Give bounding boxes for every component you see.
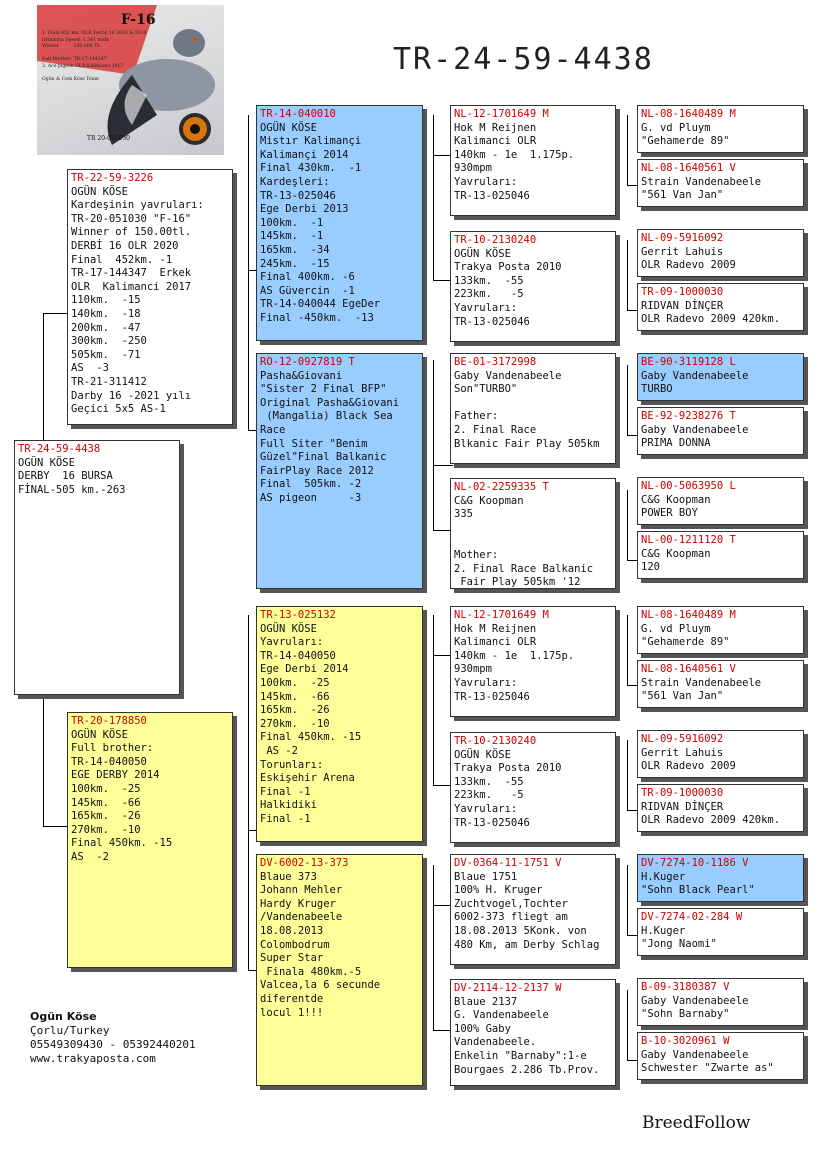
- pedigree-line: Yavruları:: [260, 636, 324, 649]
- pedigree-line: Gerrit Lahuis: [641, 245, 724, 258]
- pedigree-line: Gaby Vandenabeele: [641, 1048, 749, 1061]
- pedigree-line: Final 452km. -1: [71, 253, 173, 266]
- pedigree-line: Final 450km. -15: [260, 731, 362, 744]
- pedigree-line: OLR Kalimanci 2017: [71, 280, 192, 293]
- ring-number: NL-00-1211120 T: [641, 534, 736, 546]
- owner-name: Ogün Köse: [30, 1010, 97, 1023]
- pedigree-line: C&G Koopman: [454, 494, 524, 507]
- pedigree-line: TR-13-025046: [260, 189, 336, 202]
- pedigree-line: Trakya Posta 2010: [454, 762, 562, 775]
- sire-dam-box[interactable]: [256, 353, 423, 589]
- pedigree-line: TR-14-040050: [260, 649, 336, 662]
- pedigree-line: diferentde: [260, 992, 324, 1005]
- connector: [433, 465, 453, 466]
- pedigree-line: 100% Gaby: [454, 1022, 511, 1035]
- pedigree-line: "Sister 2 Final BFP": [260, 383, 387, 396]
- pedigree-line: AS -2: [260, 744, 298, 757]
- connector: [433, 115, 434, 280]
- dam-dam-box[interactable]: [256, 854, 423, 1086]
- photo-heading: F-16: [121, 12, 156, 28]
- pedigree-line: H.Kuger: [641, 870, 686, 883]
- pedigree-line: 930mpm: [454, 162, 492, 175]
- pedigree-line: 100km. -1: [260, 216, 324, 229]
- connector: [43, 826, 68, 827]
- pedigree-line: 133km. -55: [454, 775, 524, 788]
- pedigree-line: 2. Final Race Balkanic: [454, 562, 594, 575]
- pedigree-line: TR-13-025046: [454, 690, 530, 703]
- gen4-box[interactable]: [637, 730, 804, 778]
- pedigree-line: AS Güvercin -1: [260, 284, 355, 297]
- pedigree-line: 245km. -15: [260, 257, 330, 270]
- pedigree-line: Father:: [454, 410, 499, 423]
- ring-number: NL-00-5063950 L: [641, 480, 736, 492]
- pedigree-line: C&G Koopman: [641, 547, 711, 560]
- sire-sire-box[interactable]: [256, 105, 423, 341]
- connector: [627, 240, 628, 310]
- pedigree-line: AS pigeon -3: [260, 491, 362, 504]
- pedigree-line: Final -1: [260, 812, 311, 825]
- pedigree-line: TR-14-040044 EgeDer: [260, 298, 381, 311]
- connector: [248, 615, 249, 970]
- ring-number: NL-08-1640561 V: [641, 663, 736, 675]
- pedigree-line: OGÜN KÖSE: [260, 622, 317, 635]
- pedigree-line: Fair Play 505km '12: [454, 576, 581, 589]
- owner-contact-line: www.trakyaposta.com: [30, 1052, 156, 1065]
- pedigree-line: EGE DERBY 2014: [71, 769, 160, 782]
- ring-number: DV-7274-02-284 W: [641, 911, 743, 923]
- pedigree-line: DERBY 16 BURSA: [18, 470, 113, 483]
- pedigree-line: 140km - 1e 1.175p.: [454, 649, 575, 662]
- pedigree-line: Final 400km. -6: [260, 271, 355, 284]
- pedigree-line: Yavruları:: [454, 802, 518, 815]
- pedigree-line: Eskişehir Arena: [260, 772, 355, 785]
- pedigree-line: "Sohn Barnaby": [641, 1008, 730, 1021]
- pedigree-line: /Vandenabeele: [260, 911, 343, 924]
- brand-logo: BreedFollow: [642, 1113, 751, 1133]
- connector: [627, 615, 628, 685]
- pedigree-line: 133km. -55: [454, 274, 524, 287]
- pedigree-line: RIDVAN DİNÇER: [641, 800, 724, 813]
- photo-line: 1. Final 452 km. OLR Derby 16 2020 & 2018: [42, 31, 147, 36]
- pedigree-line: G. Vandenabeele: [454, 1009, 549, 1022]
- ring-number: NL-09-5916092: [641, 232, 724, 244]
- pedigree-line: Schwester "Zwarte as": [641, 1062, 774, 1075]
- connector: [627, 740, 628, 810]
- pedigree-line: OGÜN KÖSE: [454, 748, 511, 761]
- pedigree-line: Gaby Vandenabeele: [641, 994, 749, 1007]
- pedigree-line: Final -1: [260, 785, 311, 798]
- pedigree-line: TR-20-051030 "F-16": [71, 212, 192, 225]
- gen4-box[interactable]: [637, 407, 804, 455]
- pedigree-line: Halkidiki: [260, 799, 317, 812]
- pedigree-line: TR-17-144347 Erkek: [71, 267, 192, 280]
- gen4-box[interactable]: [637, 606, 804, 654]
- connector: [627, 990, 628, 1060]
- pedigree-line: Blaue 2137: [454, 995, 518, 1008]
- pedigree-line: 300km. -250: [71, 335, 147, 348]
- ring-number: DV-2114-12-2137 W: [454, 982, 562, 994]
- pedigree-line: Blaue 373: [260, 870, 317, 883]
- pedigree-line: Trakya Posta 2010: [454, 261, 562, 274]
- pedigree-line: Hardy Kruger: [260, 897, 336, 910]
- gen4-box[interactable]: [637, 477, 804, 525]
- sds-box[interactable]: [450, 353, 616, 464]
- pedigree-line: H.Kuger: [641, 924, 686, 937]
- pedigree-line: 100% H. Kruger: [454, 884, 543, 897]
- pedigree-line: G. vd Pluym: [641, 622, 711, 635]
- gen4-box[interactable]: [637, 283, 804, 331]
- connector: [248, 115, 249, 430]
- pedigree-line: Blkanic Fair Play 505km: [454, 437, 600, 450]
- pedigree-line: 165km. -34: [260, 243, 330, 256]
- photo-line: Full Brother: TR-17-144347: [42, 57, 107, 62]
- pedigree-line: Gaby Vandenabeele: [454, 369, 562, 382]
- pedigree-line: 145km. -1: [260, 230, 324, 243]
- ring-number: BE-01-3172998: [454, 356, 537, 368]
- ring-number: B-10-3020961 W: [641, 1035, 730, 1047]
- pedigree-line: Son"TURBO": [454, 383, 518, 396]
- ring-number: TR-10-2130240: [454, 234, 537, 246]
- pedigree-line: AS -2: [71, 850, 109, 863]
- pedigree-line: locul 1!!!: [260, 1006, 324, 1019]
- connector: [627, 365, 628, 435]
- dam-sire-box[interactable]: [256, 606, 423, 842]
- pedigree-line: 6002-373 fliegt am: [454, 911, 568, 924]
- photo-line: 3. Ace pigeon OLR Kalimanci 2017: [42, 63, 124, 69]
- pedigree-line: 270km. -10: [260, 717, 330, 730]
- pedigree-line: 145km. -66: [260, 690, 330, 703]
- ring-number: NL-12-1701649 M: [454, 108, 549, 120]
- ring-number: BE-92-9238276 T: [641, 410, 736, 422]
- pedigree-line: OLR Radevo 2009 420km.: [641, 313, 781, 326]
- pedigree-title: TR-24-59-4438: [393, 42, 654, 77]
- pedigree-line: Final -450km. -13: [260, 311, 374, 324]
- pedigree-line: AS -3: [71, 362, 109, 375]
- pedigree-line: Super Star: [260, 952, 324, 965]
- owner-contact-line: Çorlu/Turkey: [30, 1024, 110, 1037]
- pedigree-line: Yavruları:: [454, 676, 518, 689]
- gen4-box[interactable]: [637, 854, 804, 902]
- pedigree-line: Geçici 5x5 AS-1: [71, 403, 166, 416]
- ssd-box[interactable]: [450, 231, 616, 342]
- ring-number: TR-09-1000030: [641, 787, 724, 799]
- ring-number: TR-14-040010: [260, 108, 336, 120]
- pedigree-line: 223km. -5: [454, 288, 524, 301]
- pedigree-line: Full Siter "Benim: [260, 437, 368, 450]
- pedigree-line: TR-13-025046: [454, 816, 530, 829]
- gen4-box[interactable]: [637, 1032, 804, 1080]
- ring-number: NL-02-2259335 T: [454, 481, 549, 493]
- photo-line: Winner 150.000 TL: [42, 44, 101, 49]
- ring-number: TR-24-59-4438: [18, 443, 101, 455]
- pedigree-line: Hok M Reijnen: [454, 622, 537, 635]
- pedigree-line: POWER BOY: [641, 507, 698, 520]
- photo-line: Ortalama Speed: 1.541 m/dk: [42, 37, 110, 43]
- pedigree-line: Mistır Kalimançi: [260, 135, 362, 148]
- dsd-box[interactable]: [450, 732, 616, 843]
- pedigree-line: Zuchtvogel,Tochter: [454, 897, 568, 910]
- pedigree-line: OGÜN KÖSE: [260, 121, 317, 134]
- pedigree-line: Yavruları:: [454, 175, 518, 188]
- pedigree-line: Kalimanci OLR: [454, 135, 537, 148]
- ring-number: TR-10-2130240: [454, 735, 537, 747]
- pedigree-line: "Jong Naomi": [641, 938, 717, 951]
- pedigree-line: "Gehamerde 89": [641, 135, 730, 148]
- ring-number: BE-90-3119128 L: [641, 356, 736, 368]
- pedigree-line: Kardeşinin yavruları:: [71, 199, 204, 212]
- pedigree-line: 165km. -26: [71, 810, 141, 823]
- dss-box[interactable]: [450, 606, 616, 717]
- pedigree-line: Kalimançi 2014: [260, 148, 349, 161]
- ring-number: TR-13-025132: [260, 609, 336, 621]
- gen4-box[interactable]: [637, 159, 804, 207]
- pedigree-line: "561 Van Jan": [641, 189, 724, 202]
- pedigree-line: Winner of 150.00tl.: [71, 226, 192, 239]
- pedigree-line: TURBO: [641, 383, 673, 396]
- ring-number: DV-0364-11-1751 V: [454, 857, 562, 869]
- pedigree-line: TR-14-040050: [71, 755, 147, 768]
- pedigree-line: "Gehamerde 89": [641, 636, 730, 649]
- pedigree-line: Original Pasha&Giovani: [260, 396, 400, 409]
- pedigree-line: Yavruları:: [454, 301, 518, 314]
- ring-number: RO-12-0927819 T: [260, 356, 355, 368]
- connector: [433, 865, 434, 1030]
- sss-box[interactable]: [450, 105, 616, 216]
- ring-number: NL-09-5916092: [641, 733, 724, 745]
- pedigree-line: Vandenabeele.: [454, 1036, 537, 1049]
- pedigree-line: 18.08.2013: [260, 924, 324, 937]
- pedigree-line: Güzel"Final Balkanic: [260, 451, 387, 464]
- ring-number: TR-20-178850: [71, 715, 147, 727]
- pedigree-line: TR-13-025046: [454, 189, 530, 202]
- pedigree-line: Strain Vandenabeele: [641, 175, 762, 188]
- pedigree-line: "Sohn Black Pearl": [641, 884, 755, 897]
- pedigree-line: PRIMA DONNA: [641, 437, 711, 450]
- connector: [433, 360, 434, 530]
- pedigree-line: OGÜN KÖSE: [454, 247, 511, 260]
- pedigree-line: 120: [641, 561, 660, 574]
- ring-number: NL-08-1640561 V: [641, 162, 736, 174]
- pedigree-line: Bourgaes 2.286 Tb.Prov.: [454, 1063, 600, 1076]
- gen4-box[interactable]: [637, 353, 804, 401]
- pedigree-line: TR-21-311412: [71, 375, 147, 388]
- pedigree-line: OGÜN KÖSE: [71, 728, 128, 741]
- pedigree-line: Final 450km. -15: [71, 837, 173, 850]
- pedigree-line: Final 430km. -1: [260, 162, 362, 175]
- gen4-box[interactable]: [637, 229, 804, 277]
- pedigree-line: Strain Vandenabeele: [641, 676, 762, 689]
- pedigree-line: Ege Derbi 2013: [260, 203, 349, 216]
- pedigree-line: [454, 397, 612, 411]
- ring-number: NL-08-1640489 M: [641, 108, 736, 120]
- pigeon-photo-card: [37, 5, 224, 155]
- pedigree-line: Race: [260, 423, 286, 436]
- pedigree-line: [454, 522, 612, 536]
- pedigree-line: 335: [454, 508, 473, 521]
- ring-number: TR-22-59-3226: [71, 172, 154, 184]
- pedigree-line: FairPlay Race 2012: [260, 464, 374, 477]
- pedigree-line: 270km. -10: [71, 823, 141, 836]
- gen4-box[interactable]: [637, 105, 804, 153]
- pedigree-line: Gaby Vandenabeele: [641, 369, 749, 382]
- pedigree-line: C&G Koopman: [641, 493, 711, 506]
- pedigree-line: DERBİ 16 OLR 2020: [71, 239, 179, 252]
- sdd-box[interactable]: [450, 478, 616, 589]
- pedigree-line: 930mpm: [454, 663, 492, 676]
- pedigree-line: 223km. -5: [454, 789, 524, 802]
- pedigree-line: Hok M Reijnen: [454, 121, 537, 134]
- pedigree-line: 165km. -26: [260, 704, 330, 717]
- pedigree-line: 100km. -25: [260, 676, 330, 689]
- pedigree-line: 140km - 1e 1.175p.: [454, 148, 575, 161]
- gen4-box[interactable]: [637, 784, 804, 832]
- pedigree-line: 2. Final Race: [454, 423, 537, 436]
- ring-number: DV-7274-10-1186 V: [641, 857, 749, 869]
- connector: [43, 313, 68, 314]
- connector: [627, 490, 628, 560]
- pedigree-line: Colombodrum: [260, 938, 330, 951]
- pedigree-line: 18.08.2013 5Konk. von: [454, 924, 587, 937]
- pedigree-line: OLR Radevo 2009: [641, 259, 736, 272]
- pedigree-line: 200km. -47: [71, 321, 141, 334]
- pedigree-line: 480 Km, am Derby Schlag: [454, 938, 600, 951]
- pedigree-line: OLR Radevo 2009: [641, 760, 736, 773]
- pedigree-line: Gaby Vandenabeele: [641, 423, 749, 436]
- pedigree-line: G. vd Pluym: [641, 121, 711, 134]
- gen4-box[interactable]: [637, 908, 804, 956]
- connector: [433, 615, 434, 785]
- pedigree-line: Blaue 1751: [454, 870, 518, 883]
- pedigree-line: 145km. -66: [71, 796, 141, 809]
- owner-contact: [30, 1024, 196, 1066]
- pedigree-line: [454, 535, 612, 549]
- pigeon-image: [37, 5, 224, 155]
- pedigree-line: Kardeşleri:: [260, 175, 330, 188]
- pedigree-line: 505km. -71: [71, 348, 141, 361]
- pedigree-line: Valcea,la 6 secunde: [260, 979, 381, 992]
- gen4-box[interactable]: [637, 978, 804, 1026]
- pedigree-line: OGÜN KÖSE: [71, 185, 128, 198]
- pedigree-line: "561 Van Jan": [641, 690, 724, 703]
- pedigree-line: RIDVAN DİNÇER: [641, 299, 724, 312]
- subject-box[interactable]: [14, 440, 180, 695]
- pedigree-line: Johann Mehler: [260, 884, 343, 897]
- pedigree-line: (Mangalia) Black Sea: [260, 410, 393, 423]
- ring-number: TR-09-1000030: [641, 286, 724, 298]
- pedigree-line: FİNAL-505 km.-263: [18, 483, 126, 496]
- pedigree-line: Full brother:: [71, 742, 154, 755]
- sire-box[interactable]: [67, 169, 233, 425]
- connector: [627, 115, 628, 185]
- pedigree-line: OGÜN KÖSE: [18, 456, 75, 469]
- ring-number: B-09-3180387 V: [641, 981, 730, 993]
- pedigree-line: 110km. -15: [71, 294, 141, 307]
- pedigree-line: 100km. -25: [71, 782, 141, 795]
- dam-box[interactable]: [67, 712, 233, 968]
- pedigree-line: Ege Derbi 2014: [260, 663, 349, 676]
- connector: [627, 865, 628, 935]
- pedigree-line: OLR Radevo 2009 420km.: [641, 814, 781, 827]
- gen4-box[interactable]: [637, 531, 804, 579]
- photo-line: Ogün & Cem Köse Team: [42, 76, 99, 82]
- owner-contact-line: 05549309430 - 05392440201: [30, 1038, 196, 1051]
- pedigree-line: Torunları:: [260, 758, 324, 771]
- pedigree-line: Gerrit Lahuis: [641, 746, 724, 759]
- pedigree-line: Enkelin "Barnaby":1-e: [454, 1049, 587, 1062]
- pedigree-line: Mother:: [454, 548, 499, 561]
- photo-ring: TR 20-051030: [87, 135, 130, 142]
- gen4-box[interactable]: [637, 660, 804, 708]
- ddd-box[interactable]: [450, 979, 616, 1086]
- pedigree-line: Pasha&Giovani: [260, 369, 343, 382]
- ring-number: NL-12-1701649 M: [454, 609, 549, 621]
- pedigree-line: TR-13-025046: [454, 315, 530, 328]
- pedigree-line: Finala 480km.-5: [260, 965, 362, 978]
- ring-number: DV-6002-13-373: [260, 857, 349, 869]
- pedigree-line: Darby 16 -2021 yılı: [71, 389, 192, 402]
- pedigree-line: Final 505km. -2: [260, 478, 362, 491]
- pedigree-line: Kalimanci OLR: [454, 636, 537, 649]
- ring-number: NL-08-1640489 M: [641, 609, 736, 621]
- pedigree-line: 140km. -18: [71, 307, 141, 320]
- dds-box[interactable]: [450, 854, 616, 965]
- owner-block: [30, 1010, 196, 1066]
